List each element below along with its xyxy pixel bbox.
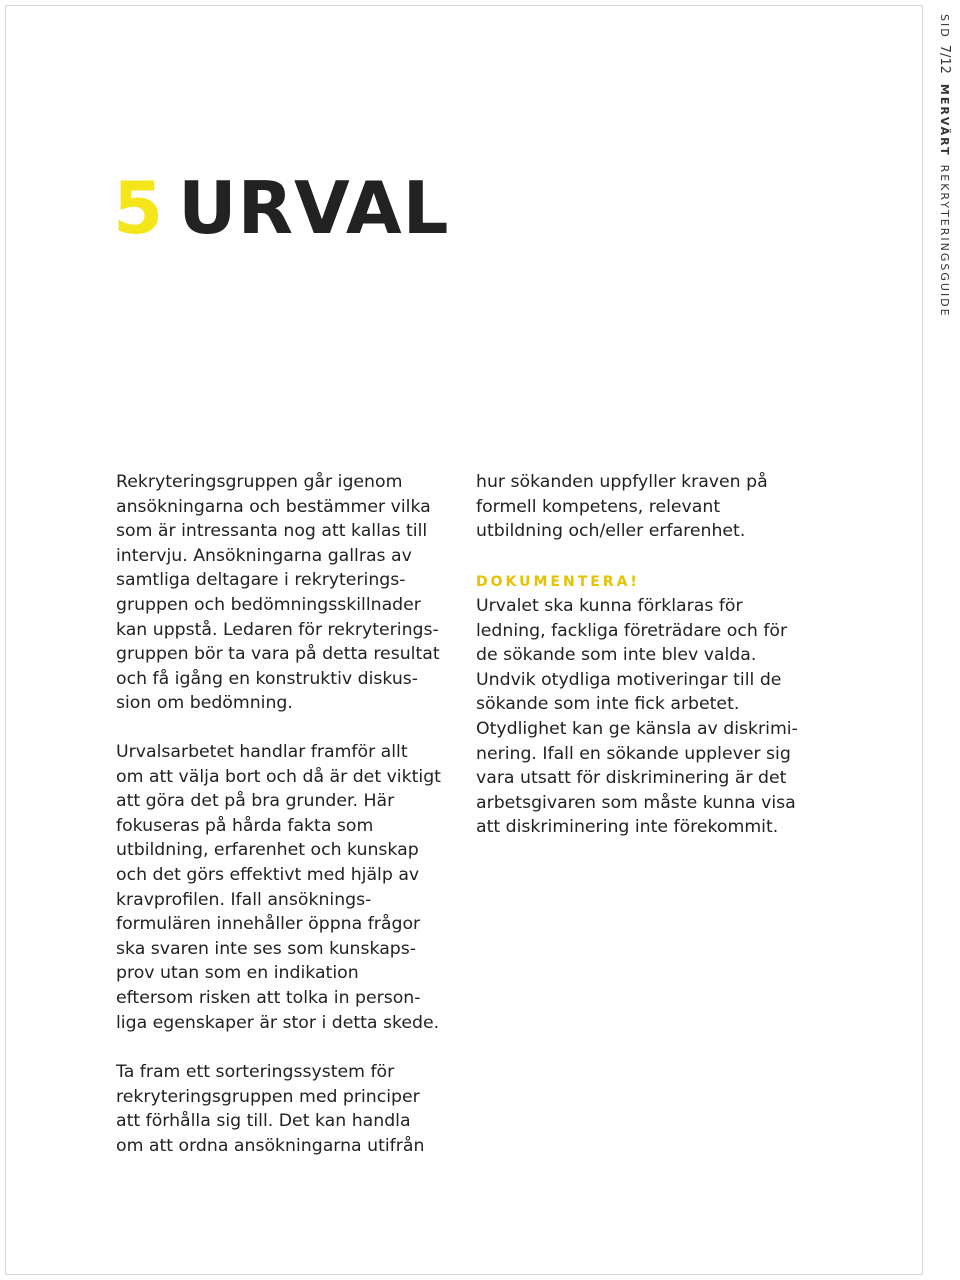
text-line: liga egenskaper är stor i detta skede. <box>116 1012 440 1033</box>
text-line: eftersom risken att tolka in person- <box>116 987 421 1008</box>
text-line: sökande som inte fick arbetet. <box>476 694 740 715</box>
text-line: ansökningarna och bestämmer vilka <box>116 496 431 517</box>
text-line: de sökande som inte blev valda. <box>476 645 757 666</box>
chapter-title: URVAL <box>178 166 450 250</box>
text-line: prov utan som en indikation <box>116 963 359 984</box>
text-line: Otydlighet kan ge känsla av diskrimi- <box>476 718 798 739</box>
text-line: som är intressanta nog att kallas till <box>116 521 428 542</box>
text-line: ledning, fackliga företrädare och för <box>476 620 788 641</box>
text-line: formulären innehåller öppna frågor <box>116 914 421 935</box>
text-line: Undvik otydliga motiveringar till de <box>476 669 782 690</box>
guide-label: REKRYTERINGSGUIDE <box>938 164 951 318</box>
text-line: kan uppstå. Ledaren för rekryterings- <box>116 619 439 640</box>
brand-label: MERVÄRT <box>938 83 951 157</box>
text-line: gruppen och bedömningsskillnader <box>116 594 421 615</box>
text-line: arbetsgivaren som måste kunna visa <box>476 792 796 813</box>
text-line: hur sökanden uppfyller kraven på <box>476 472 768 492</box>
left-paragraph-3 <box>116 1060 456 1158</box>
running-header <box>936 14 956 318</box>
text-line: utbildning och/eller erfarenhet. <box>476 521 746 542</box>
page-label: SID <box>938 14 951 39</box>
text-line: och få igång en konstruktiv diskus- <box>116 668 419 689</box>
text-line: gruppen bör ta vara på detta resultat <box>116 644 440 665</box>
text-line: om att välja bort och då är det viktigt <box>116 766 441 787</box>
text-line: att diskriminering inte förekommit. <box>476 817 779 838</box>
text-line: utbildning, erfarenhet och kunskap <box>116 840 419 861</box>
left-paragraph-2 <box>116 740 456 1035</box>
text-line: Ta fram ett sorteringssystem för <box>116 1062 395 1082</box>
section-heading: DOKUMENTERA! <box>476 574 640 590</box>
text-line: vara utsatt för diskriminering är det <box>476 768 787 789</box>
text-line: formell kompetens, relevant <box>476 496 721 517</box>
text-line: sion om bedömning. <box>116 693 293 714</box>
text-line: att göra det på bra grunder. Här <box>116 791 395 812</box>
text-line: och det görs effektivt med hjälp av <box>116 864 420 885</box>
page-title <box>113 168 449 248</box>
right-section-document <box>476 570 811 840</box>
text-line: ska svaren inte ses som kunskaps- <box>116 938 416 959</box>
text-line: Rekryteringsgruppen går igenom <box>116 472 403 492</box>
text-line: samtliga deltagare i rekryterings- <box>116 570 406 591</box>
page-number: 7/12 <box>937 44 952 74</box>
text-line: om att ordna ansökningarna utifrån <box>116 1135 425 1156</box>
text-line: rekryteringsgruppen med principer <box>116 1086 420 1107</box>
text-line: intervju. Ansökningarna gallras av <box>116 545 412 566</box>
text-line: nering. Ifall en sökande upplever sig <box>476 743 791 764</box>
chapter-number: 5 <box>113 166 165 250</box>
text-line: Urvalet ska kunna förklaras för <box>476 596 743 616</box>
left-paragraph-1 <box>116 470 456 716</box>
text-line: fokuseras på hårda fakta som <box>116 815 374 836</box>
text-line: kravprofilen. Ifall ansöknings- <box>116 889 372 910</box>
text-line: Urvalsarbetet handlar framför allt <box>116 742 408 762</box>
right-paragraph-1 <box>476 470 811 544</box>
text-line: att förhålla sig till. Det kan handla <box>116 1111 411 1132</box>
